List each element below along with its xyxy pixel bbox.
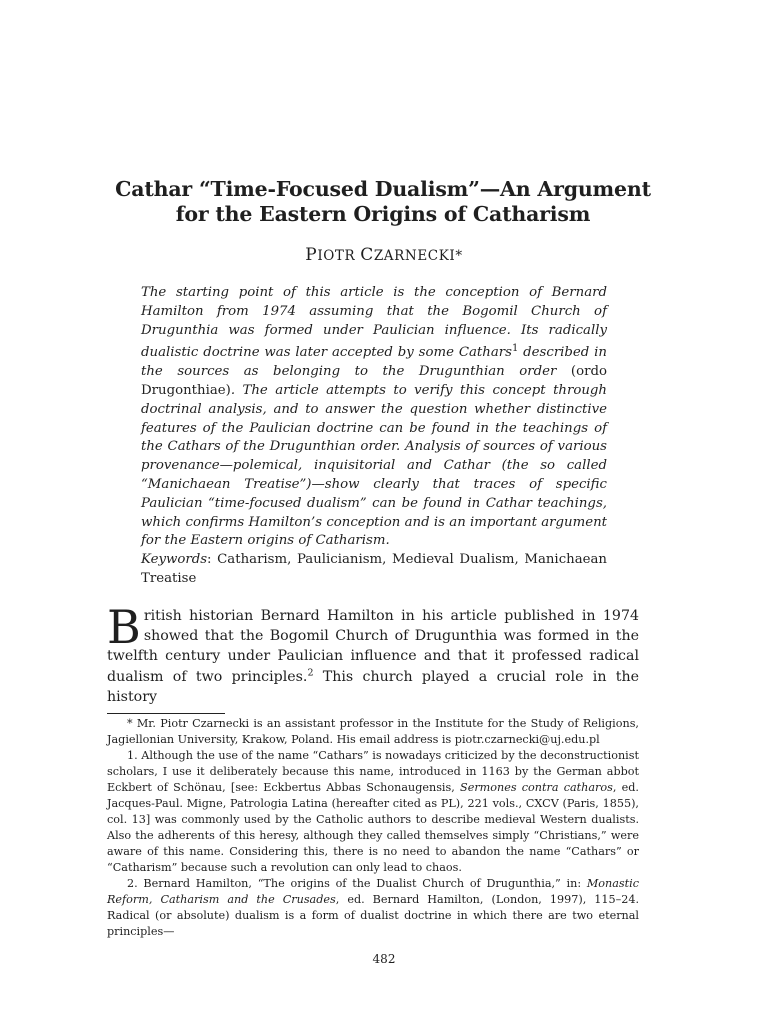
- footnote-ref-1: 1: [511, 343, 519, 355]
- drop-cap: B: [107, 600, 141, 654]
- keywords: [141, 551, 607, 589]
- abstract: The starting point of this article is the conception of Bernard Hamilton from 1974 assuming that the Bogomil Church of Drugunthia was formed under Paulician influence. Its radically dualistic doctrine was later accepted by some Cathars$^1$ described in the sources as belonging to the Drugunthian order (ordo Drugonthiae). The article attempts to verify this concept through doctrinal analysis, and to answer the question whether distinctive features of the Paulician doctrine can be found in the teachings of the Cathars of the Drugunthian order. Analysis of sources of various provenance—polemical, inquisitorial and Cathar (the so called “Manichaean Treatise”)—show clearly that traces of specific Paulician “time-focused dualism” can be found in Cathar teachings, which confirms Hamilton’s conception and is an important argument for the Eastern origins of Catharism.: [141, 285, 607, 549]
- footnote-ref-2: 2: [307, 666, 314, 678]
- keywords-label: Keywords: [141, 552, 208, 567]
- footnote-divider: [107, 713, 225, 714]
- author-name: PIOTR CZARNECKI*: [305, 245, 463, 265]
- article-title: [88, 177, 678, 227]
- footnote-1: 1. Although the use of the name “Cathars” is nowadays criticized by the deconstructionist scholars, I use it deliberately because this name, introduced in 1163 by the German abbot Eckbert of Schönau, [see: Eckbertus Abbas Schonaugensis, Sermones contra catharos, ed. Jacques-Paul. Migne, Patrologia Latina (hereafter cited as PL), 221 vols., CXCV (Paris, 1855), col. 13] was commonly used by the Catholic authors to describe medieval Western dualists. Also the adherents of this heresy, although they called themselves simply “Christians,” were aware of this name. Considering this, there is no need to abandon the name “Cathars” or “Catharism” because such a revolution can only lead to chaos.: [107, 749, 639, 874]
- title-line-1: Cathar “Time-Focused Dualism”—An Argument: [115, 177, 651, 201]
- footnote-2: 2. Bernard Hamilton, “The origins of the Dualist Church of Drugunthia,” in: Monastic Reform, Catharism and the Crusades, ed. Bernard Hamilton, (London, 1997), 115–24. Radical (or absolute) dualism is a form of dualist doctrine in which there are two eternal principles—: [107, 877, 639, 938]
- body-text: British historian Bernard Hamilton in his article published in 1974 showed that the Bogomil Church of Drugunthia was formed in the twelfth century under Paulician influence and that it professed radical dualism of two principles.$^2$ This church played a crucial role in the history: [107, 600, 640, 705]
- title-line-2: for the Eastern Origins of Catharism: [175, 202, 591, 226]
- footnote-star: * Mr. Piotr Czarnecki is an assistant professor in the Institute for the Study of Religions, Jagiellonian University, Krakow, Poland. His email address is piotr.czarnecki@uj.edu.pl: [107, 717, 639, 746]
- footnotes: [107, 716, 639, 940]
- keywords-list: : Catharism, Paulicianism, Medieval Dualism, Manichaean Treatise: [141, 552, 607, 586]
- author-footnote-marker: *: [455, 248, 463, 264]
- page-number: 482: [372, 952, 396, 966]
